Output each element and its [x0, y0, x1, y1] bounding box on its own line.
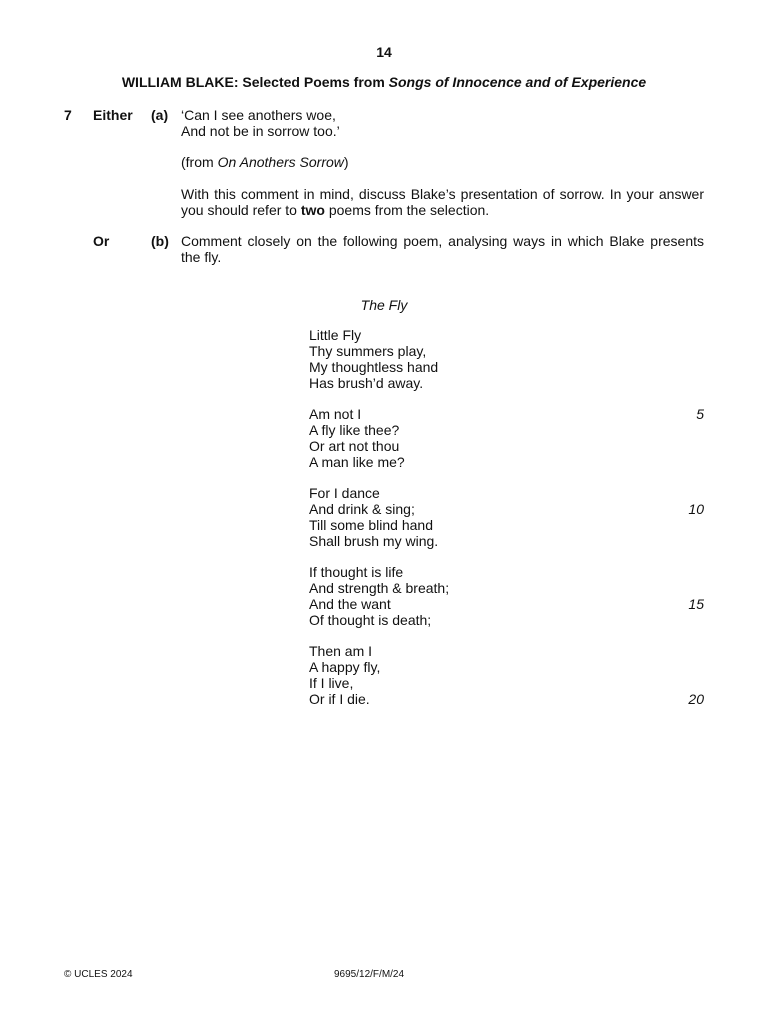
- poem-line: A fly like thee?: [309, 421, 400, 438]
- part-a-source: [181, 154, 704, 170]
- footer-paper-code: 9695/12/F/M/24: [334, 969, 405, 980]
- poem-line: Then am I: [309, 643, 373, 659]
- poem-line: Has brush’d away.: [309, 374, 424, 391]
- source-suffix: ): [343, 154, 349, 170]
- poem-line: Thy summers play,: [309, 342, 427, 359]
- part-b-label: (b): [151, 233, 169, 249]
- quotation-line: ‘Can I see anothers woe,: [181, 107, 336, 123]
- poem-stanza: [309, 328, 704, 392]
- poem-stanza: [309, 565, 704, 629]
- poem-line: If thought is life: [309, 564, 404, 580]
- poem-line: If I live,: [309, 674, 354, 691]
- task-a-emphasis: two: [300, 202, 325, 218]
- line-number: 20: [688, 690, 704, 707]
- task-a-text: With this comment in mind, discuss Blake’s presentation of sorrow. In your answer you should refer to: [181, 186, 704, 218]
- source-prefix: (from: [181, 154, 218, 170]
- source-title: On Anothers Sorrow: [217, 154, 344, 170]
- poem-line: Am not I 5: [309, 406, 704, 422]
- page-number: 14: [376, 44, 392, 60]
- poem-line: And drink & sing; 10: [309, 500, 704, 517]
- poem-stanza: [309, 486, 704, 550]
- or-label: Or: [93, 233, 110, 249]
- poem-line: Shall brush my wing.: [309, 532, 439, 549]
- task-a-text-end: poems from the selection.: [324, 202, 490, 218]
- line-number: 5: [696, 406, 704, 422]
- quotation-line: And not be in sorrow too.’: [181, 123, 340, 139]
- poem-line: For I dance: [309, 485, 380, 501]
- section-heading-author: WILLIAM BLAKE: Selected Poems from: [121, 74, 389, 90]
- poem-line: My thoughtless hand: [309, 358, 439, 375]
- part-a-label: (a): [151, 107, 169, 123]
- poem-title: The Fly: [360, 297, 408, 313]
- part-b-task: [181, 233, 704, 265]
- poem-stanza: [309, 644, 704, 708]
- poem-line: Till some blind hand: [309, 516, 433, 533]
- poem-line: A man like me?: [309, 453, 405, 470]
- section-heading: [0, 74, 768, 90]
- poem-stanza: [309, 407, 704, 471]
- line-number: 15: [688, 595, 704, 612]
- part-a-task: [181, 186, 704, 218]
- poem-line: And the want 15: [309, 595, 704, 612]
- footer-copyright: © UCLES 2024: [64, 969, 133, 980]
- either-label: Either: [93, 107, 133, 123]
- section-heading-collection: Songs of Innocence and of Experience: [388, 74, 647, 90]
- line-number: 10: [688, 500, 704, 517]
- poem-line: Little Fly: [309, 327, 362, 343]
- question-number: 7: [64, 107, 72, 123]
- poem-line: And strength & breath;: [309, 579, 450, 596]
- poem-line: Or art not thou: [309, 437, 400, 454]
- part-a-quotation: [181, 107, 704, 139]
- poem-line: Or if I die. 20: [309, 690, 704, 707]
- task-b-text: Comment closely on the following poem, analysing ways in which Blake presents the fly.: [181, 233, 704, 265]
- poem-line: A happy fly,: [309, 658, 381, 675]
- poem-line: Of thought is death;: [309, 611, 432, 628]
